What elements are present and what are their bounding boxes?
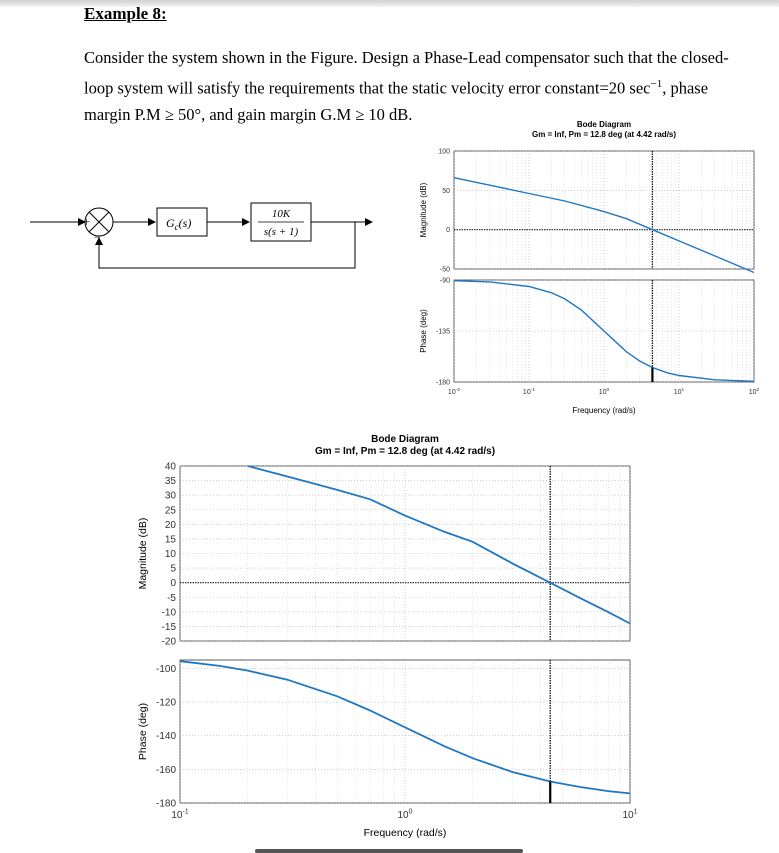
x-tick-base: 10 [171,810,183,821]
summing-minus: − [94,230,101,244]
magnitude-y-tick-label: 10 [164,549,176,560]
magnitude-y-tick-label: -50 [439,266,450,274]
statement-superscript: −1 [650,78,663,90]
x-tick-label [622,809,637,822]
chart-title: Bode Diagram [576,120,632,129]
magnitude-y-tick-label: 5 [170,563,176,575]
controller-G: G [166,216,175,230]
chart-subtitle: Gm = Inf, Pm = 12.8 deg (at 4.42 rad/s) [314,446,496,457]
x-axis-label: Frequency (rad/s) [572,406,636,415]
phase-y-tick-label: -120 [155,697,176,709]
statement-line-2-tail: , phase [662,78,709,98]
x-tick-label [171,809,188,822]
x-tick-exponent: 1 [633,808,638,816]
x-tick-base: 10 [598,389,607,396]
page-bottom-edge [255,849,523,853]
x-tick-exponent: -2 [455,387,461,393]
magnitude-y-tick-label: 0 [170,578,176,590]
phase-y-tick-label: -100 [155,663,176,675]
magnitude-y-tick-label: 100 [438,148,450,156]
x-tick-exponent: -1 [530,387,536,393]
magnitude-y-tick-label: 35 [164,476,176,488]
feedback-path [99,222,355,268]
statement-line-2 [84,71,709,102]
x-tick-label [397,809,412,822]
phase-y-tick-label: -140 [155,731,176,743]
x-tick-label [599,387,610,396]
plant-numerator: 10K [271,208,291,220]
controller-label [166,216,191,232]
phase-y-axis-label: Phase (deg) [419,309,428,353]
block-diagram [0,180,400,280]
summing-plus: + [83,214,91,229]
x-tick-base: 10 [522,389,531,396]
magnitude-y-tick-label: 30 [164,490,176,502]
plant-denominator: s(s + 1) [263,226,299,238]
x-tick-label [674,387,685,396]
phase-y-axis-label: Phase (deg) [137,702,149,761]
magnitude-axes-frame [454,151,754,269]
example-title: Example 8: [84,4,167,23]
statement-line-1: Consider the system shown in the Figure. Design a Phase-Lead compensator such that the closed- [84,48,729,67]
phase-y-tick-label: -135 [435,328,450,336]
magnitude-y-tick-label: 50 [442,187,450,195]
controller-sub: c [174,222,179,232]
magnitude-y-tick-label: -15 [161,621,176,633]
x-tick-base: 10 [397,810,409,821]
statement-line-3: margin P.M ≥ 50°, and gain margin G.M ≥ 10 dB. [84,104,413,124]
x-tick-exponent: 0 [408,808,413,816]
x-tick-exponent: 2 [756,387,760,393]
magnitude-y-tick-label: 25 [164,505,176,517]
phase-y-tick-label: -180 [155,798,176,810]
statement-line-2-text: loop system will satisfy the requirements that the static velocity error constant=20 sec [84,78,651,98]
x-tick-label [448,387,460,396]
magnitude-y-axis-label: Magnitude (dB) [137,517,149,590]
magnitude-y-tick-label: 20 [164,519,176,531]
phase-y-tick-label: -90 [439,277,450,285]
magnitude-y-tick-label: 15 [164,534,176,546]
bode-diagram-bottom [100,430,650,845]
chart-title: Bode Diagram [371,434,439,445]
x-tick-label [749,387,760,396]
controller-arg: (s) [178,216,192,230]
x-axis-label: Frequency (rad/s) [363,827,447,839]
x-tick-label [523,387,535,396]
x-tick-base: 10 [622,810,634,821]
magnitude-y-axis-label: Magnitude (dB) [419,182,428,238]
phase-y-tick-label: -160 [155,764,176,776]
chart-subtitle: Gm = Inf, Pm = 12.8 deg (at 4.42 rad/s) [531,130,677,139]
magnitude-y-tick-label: 0 [446,227,450,235]
phase-y-tick-label: -180 [435,379,450,387]
x-tick-base: 10 [447,389,456,396]
magnitude-y-tick-label: 40 [164,461,176,473]
magnitude-y-tick-label: -10 [161,607,176,619]
x-tick-exponent: 1 [681,387,685,393]
magnitude-y-tick-label: -20 [161,636,176,648]
x-tick-exponent: 0 [606,387,610,393]
bode-diagram-top [390,115,775,425]
x-tick-exponent: -1 [182,808,189,816]
magnitude-y-tick-label: -5 [167,592,176,604]
x-tick-base: 10 [748,389,757,396]
x-tick-base: 10 [673,389,682,396]
